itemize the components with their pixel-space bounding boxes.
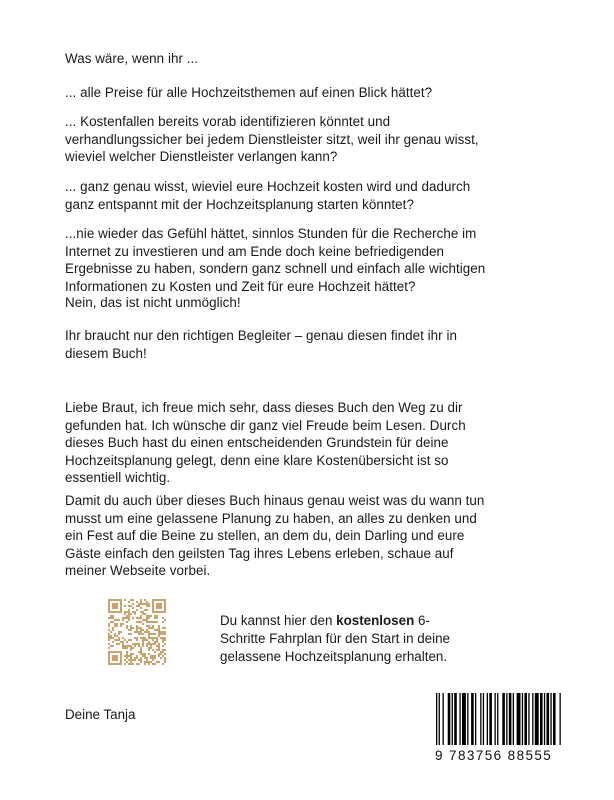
paragraph-know-costs: ... ganz genau wisst, wieviel eure Hochzeit kosten wird und dadurch ganz entspannt mit der Hochzeitsplanung starten könntet? (65, 179, 471, 212)
paragraph-not-impossible: Nein, das ist nicht unmöglich! (65, 295, 241, 310)
paragraph-companion: Ihr braucht nur den richtigen Begleiter – genau diesen findet ihr in diesem Buch! (65, 328, 457, 361)
signoff: Deine Tanja (65, 707, 136, 722)
barcode-icon (436, 693, 614, 800)
promo-text (220, 612, 490, 666)
paragraph-cost-traps: ... Kostenfallen bereits vorab identifizieren könntet und verhandlungssicher bei jedem Dienstleister sitzt, weil ihr genau wisst, wieviel welcher Dienstleister verlangen kann? (65, 114, 479, 165)
promo-text-before: Du kannst hier den (220, 613, 337, 628)
paragraph-dear-bride: Liebe Braut, ich freue mich sehr, dass dieses Buch den Weg zu dir gefunden hat. Ich wünsche dir ganz viel Freude beim Lesen. Durch dieses Buch hast du einen entscheidenden Grundstein für deine Hochzeitsplanung gelegt, denn eine klare Kostenübersicht ist so essentiell wichtig. (65, 400, 466, 486)
paragraph-prices: ... alle Preise für alle Hochzeitsthemen auf einen Blick hättet? (65, 85, 433, 100)
promo-text-after: 6- Schritte Fahrplan für den Start in deine gelassene Hochzeitsplanung erhalten. (220, 613, 451, 664)
promo-text-bold: kostenlosen (336, 613, 415, 628)
paragraph-research: ...nie wieder das Gefühl hättet, sinnlos Stunden für die Recherche im Internet zu investieren und am Ende doch keine befriedigenden Ergebnisse zu haben, sondern ganz schnell und einfach alle wichtigen Informationen zu Kosten und Zeit für eure Hochzeit hättet? (65, 226, 486, 294)
paragraph-intro: Was wäre, wenn ihr ... (65, 51, 199, 66)
paragraph-website: Damit du auch über dieses Buch hinaus genau weist was du wann tun musst um eine gelassene Planung zu haben, an alles zu denken und ein Fest auf die Beine zu stellen, an dem du, dein Darling und eure Gäste einfach den geilsten Tag ihres Lebens erleben, schaue auf meiner Webseite vorbei. (65, 493, 485, 579)
isbn-number: 9 783756 88555 (435, 748, 553, 763)
qr-code-icon[interactable] (108, 599, 166, 665)
